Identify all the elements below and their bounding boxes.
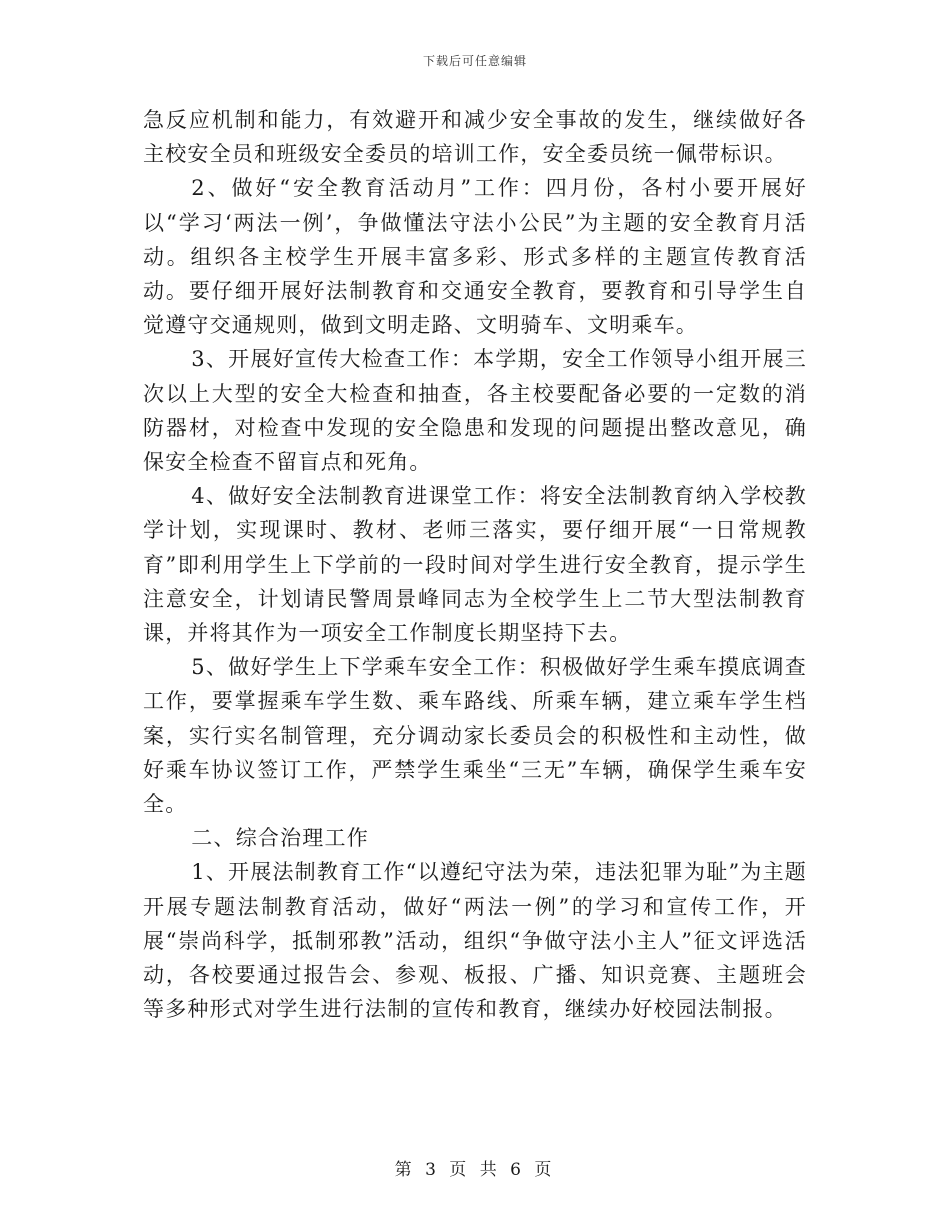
page-number: 第 3 页 共 6 页 [394, 1160, 556, 1180]
section-heading: 二、综合治理工作 [191, 826, 369, 851]
paragraph: 1、开展法制教育工作“以遵纪守法为荣，违法犯罪为耻”为主题开展专题法制教育活动，做好“两法一例”的学习和宣传工作，开展“崇尚科学，抵制邪教”活动，组织“争做守法小主人”征文评选活动，各校要通过报告会、参观、板报、广播、知识竞赛、主题班会等多种形式对学生进行法制的宣传和教育，继续办好校园法制报。 [143, 860, 807, 1022]
paragraph: 5、做好学生上下学乘车安全工作：积极做好学生乘车摸底调查工作，要掌握乘车学生数、乘车路线、所乘车辆，建立乘车学生档案，实行实名制管理，充分调动家长委员会的积极性和主动性，做好乘车协议签订工作，严禁学生乘坐“三无”车辆，确保学生乘车安全。 [143, 655, 807, 817]
page-header: 下载后可任意编辑 [422, 54, 527, 68]
document-body [143, 103, 807, 1026]
paragraph: 2、做好“安全教育活动月”工作：四月份，各村小要开展好以“学习‘两法一例’，争做懂法守法小公民”为主题的安全教育月活动。组织各主校学生开展丰富多彩、形式多样的主题宣传教育活动。要仔细开展好法制教育和交通安全教育，要教育和引导学生自觉遵守交通规则，做到文明走路、文明骑车、文明乘车。 [143, 176, 807, 338]
paragraph: 3、开展好宣传大检查工作：本学期，安全工作领导小组开展三次以上大型的安全大检查和抽查，各主校要配备必要的一定数的消防器材，对检查中发现的安全隐患和发现的问题提出整改意见，确保安全检查不留盲点和死角。 [143, 347, 807, 475]
paragraph: 4、做好安全法制教育进课堂工作：将安全法制教育纳入学校教学计划，实现课时、教材、老师三落实，要仔细开展“一日常规教育”即利用学生上下学前的一段时间对学生进行安全教育，提示学生注意安全，计划请民警周景峰同志为全校学生上二节大型法制教育课，并将其作为一项安全工作制度长期坚持下去。 [143, 484, 807, 646]
paragraph: 急反应机制和能力，有效避开和减少安全事故的发生，继续做好各主校安全员和班级安全委员的培训工作，安全委员统一佩带标识。 [143, 108, 807, 167]
